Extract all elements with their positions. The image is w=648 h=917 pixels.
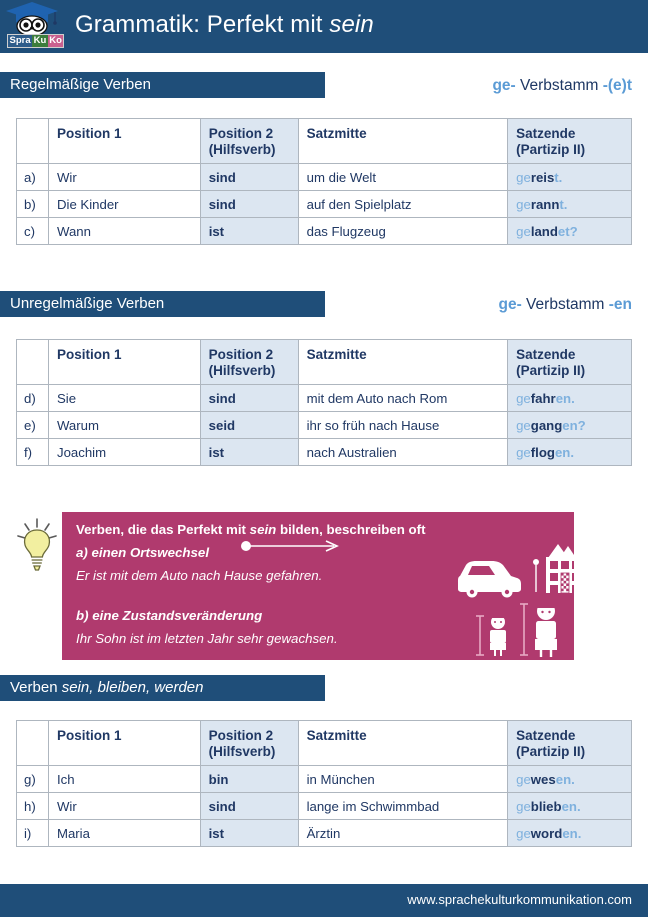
tip-callout-box <box>62 512 574 660</box>
col-header-letter <box>17 340 49 385</box>
col-header-position2 <box>200 721 298 766</box>
table-unregelmaessige-verben <box>16 339 632 466</box>
lightbulb-icon <box>13 516 61 576</box>
cell-position1: Die Kinder <box>48 191 200 218</box>
col-header-position2-line1: Position 2 <box>208 126 274 141</box>
partizip-stem: gang <box>530 417 563 433</box>
section-2-heading-text: Unregelmäßige Verben <box>10 295 165 312</box>
partizip-suffix: t. <box>559 196 568 212</box>
row-letter: e) <box>17 412 49 439</box>
cell-satzende <box>508 793 632 820</box>
cell-satzmitte: auf den Spielplatz <box>298 191 508 218</box>
col-header-satzmitte: Satzmitte <box>298 340 508 385</box>
rule-suffix: -en <box>608 296 632 313</box>
row-letter: i) <box>17 820 49 847</box>
partizip-suffix: en. <box>562 825 582 841</box>
rule-middle: Verbstamm <box>515 77 603 94</box>
logo-word-ko: Ko <box>49 35 62 46</box>
table-row <box>17 793 632 820</box>
adult-figure-illustration <box>520 599 557 657</box>
table-row <box>17 191 632 218</box>
logo-word-spra: Spra <box>9 35 31 46</box>
col-header-position2-line2: (Hilfsverb) <box>208 363 276 378</box>
cell-position1: Ich <box>48 766 200 793</box>
table-row <box>17 412 632 439</box>
col-header-satzende-line2: (Partizip II) <box>516 142 586 157</box>
col-header-position1: Position 1 <box>48 721 200 766</box>
col-header-satzende <box>508 119 632 164</box>
col-header-position2-line1: Position 2 <box>208 347 274 362</box>
cell-satzende <box>508 820 632 847</box>
page-title-italic: sein <box>329 11 374 38</box>
tip-intro-sein: sein <box>249 522 277 537</box>
tip-point-a: a) einen Ortswechsel <box>76 545 210 560</box>
partizip-suffix: en. <box>555 390 575 406</box>
row-letter: c) <box>17 218 49 245</box>
table-verben-sein-bleiben-werden <box>16 720 632 847</box>
cell-satzende <box>508 439 632 466</box>
partizip-prefix: ge <box>516 417 531 433</box>
cell-position2: ist <box>200 439 298 466</box>
table-header-row <box>17 721 632 766</box>
section-1-heading-text: Regelmäßige Verben <box>10 76 151 93</box>
page-title <box>75 11 374 39</box>
cell-satzmitte: ihr so früh nach Hause <box>298 412 508 439</box>
partizip-stem: reis <box>530 169 555 185</box>
table-header-row <box>17 340 632 385</box>
col-header-position2-line2: (Hilfsverb) <box>208 142 276 157</box>
logo-wordmark <box>7 34 64 48</box>
col-header-satzende <box>508 721 632 766</box>
cell-satzmitte: in München <box>298 766 508 793</box>
col-header-position1: Position 1 <box>48 119 200 164</box>
partizip-stem: flog <box>530 444 555 460</box>
col-header-position2-line2: (Hilfsverb) <box>208 744 276 759</box>
partizip-stem: fahr <box>530 390 556 406</box>
row-letter: f) <box>17 439 49 466</box>
cell-position2: ist <box>200 820 298 847</box>
partizip-prefix: ge <box>516 223 531 239</box>
rule-suffix: -(e)t <box>602 77 632 94</box>
table-header-row <box>17 119 632 164</box>
section-3-heading-italic: sein, bleiben, werden <box>61 679 204 696</box>
col-header-satzende-line1: Satzende <box>516 347 576 362</box>
street-lamp-illustration <box>533 559 539 592</box>
row-letter: h) <box>17 793 49 820</box>
tip-example-a: Er ist mit dem Auto nach Hause gefahren. <box>76 568 323 583</box>
tip-intro-part1: Verben, die das Perfekt mit <box>76 522 250 537</box>
section-1-formation-rule <box>492 77 632 95</box>
row-letter: d) <box>17 385 49 412</box>
tip-point-b: b) eine Zustandsveränderung <box>76 608 263 623</box>
col-header-satzende-line1: Satzende <box>516 728 576 743</box>
rule-middle: Verbstamm <box>521 296 609 313</box>
row-letter: g) <box>17 766 49 793</box>
motion-arrow-icon <box>238 537 348 555</box>
cell-satzmitte: mit dem Auto nach Rom <box>298 385 508 412</box>
cell-position1: Joachim <box>48 439 200 466</box>
rule-prefix: ge- <box>498 296 522 313</box>
cell-satzmitte: nach Australien <box>298 439 508 466</box>
table-row <box>17 766 632 793</box>
footer-website-url: www.sprachekulturkommunikation.com <box>407 892 632 907</box>
child-figure-illustration <box>476 614 506 656</box>
col-header-satzende-line2: (Partizip II) <box>516 363 586 378</box>
cell-satzende <box>508 385 632 412</box>
footer-bar <box>0 884 648 917</box>
cell-satzende <box>508 218 632 245</box>
col-header-satzmitte: Satzmitte <box>298 119 508 164</box>
partizip-prefix: ge <box>516 825 531 841</box>
col-header-letter <box>17 119 49 164</box>
cell-satzmitte: um die Welt <box>298 164 508 191</box>
cell-position2: seid <box>200 412 298 439</box>
section-3-heading-text: Verben <box>10 679 62 696</box>
table-row <box>17 218 632 245</box>
partizip-prefix: ge <box>516 169 531 185</box>
partizip-suffix: en? <box>562 417 586 433</box>
sprakuko-owl-logo <box>3 0 61 53</box>
col-header-letter <box>17 721 49 766</box>
cell-satzmitte: Ärztin <box>298 820 508 847</box>
table-row <box>17 385 632 412</box>
partizip-suffix: en. <box>561 798 581 814</box>
tip-intro-part2: bilden, beschreiben oft <box>276 522 426 537</box>
cell-position1: Wir <box>48 793 200 820</box>
table-row <box>17 164 632 191</box>
row-letter: b) <box>17 191 49 218</box>
partizip-prefix: ge <box>516 771 531 787</box>
page-title-prefix: Grammatik: Perfekt mit <box>75 11 330 38</box>
partizip-prefix: ge <box>516 444 531 460</box>
col-header-satzende-line1: Satzende <box>516 126 576 141</box>
col-header-position2-line1: Position 2 <box>208 728 274 743</box>
row-letter: a) <box>17 164 49 191</box>
cell-satzende <box>508 164 632 191</box>
col-header-satzende-line2: (Partizip II) <box>516 744 586 759</box>
partizip-stem: land <box>530 223 558 239</box>
tip-intro-line <box>76 522 426 537</box>
table-regelmaessige-verben <box>16 118 632 245</box>
cell-position2: sind <box>200 793 298 820</box>
col-header-position2 <box>200 119 298 164</box>
cell-position2: sind <box>200 164 298 191</box>
partizip-prefix: ge <box>516 196 531 212</box>
section-2-formation-rule <box>499 296 633 314</box>
tip-example-b: Ihr Sohn ist im letzten Jahr sehr gewachsen. <box>76 631 338 646</box>
cell-position2: sind <box>200 191 298 218</box>
house-illustration <box>546 544 574 593</box>
cell-position1: Warum <box>48 412 200 439</box>
col-header-position2 <box>200 340 298 385</box>
cell-satzende <box>508 191 632 218</box>
cell-position1: Maria <box>48 820 200 847</box>
partizip-prefix: ge <box>516 798 531 814</box>
col-header-satzende <box>508 340 632 385</box>
rule-prefix: ge- <box>492 77 516 94</box>
cell-position2: sind <box>200 385 298 412</box>
cell-position2: ist <box>200 218 298 245</box>
cell-position1: Wir <box>48 164 200 191</box>
cell-satzmitte: das Flugzeug <box>298 218 508 245</box>
partizip-suffix: t. <box>554 169 563 185</box>
col-header-satzmitte: Satzmitte <box>298 721 508 766</box>
partizip-stem: wes <box>530 771 556 787</box>
car-illustration <box>458 561 521 598</box>
partizip-suffix: et? <box>557 223 578 239</box>
section-heading-verben-sein-bleiben-werden <box>0 675 325 701</box>
cell-position1: Wann <box>48 218 200 245</box>
partizip-stem: blieb <box>530 798 562 814</box>
partizip-stem: rann <box>530 196 560 212</box>
section-heading-unregelmaessige-verben <box>0 291 325 317</box>
section-heading-regelmaessige-verben <box>0 72 325 98</box>
table-row <box>17 439 632 466</box>
cell-position2: bin <box>200 766 298 793</box>
table-row <box>17 820 632 847</box>
cell-satzmitte: lange im Schwimmbad <box>298 793 508 820</box>
cell-position1: Sie <box>48 385 200 412</box>
partizip-stem: word <box>530 825 563 841</box>
col-header-position1: Position 1 <box>48 340 200 385</box>
partizip-prefix: ge <box>516 390 531 406</box>
logo-word-ku: Ku <box>33 35 47 46</box>
partizip-suffix: en. <box>554 444 574 460</box>
cell-satzende <box>508 766 632 793</box>
cell-satzende <box>508 412 632 439</box>
partizip-suffix: en. <box>555 771 575 787</box>
